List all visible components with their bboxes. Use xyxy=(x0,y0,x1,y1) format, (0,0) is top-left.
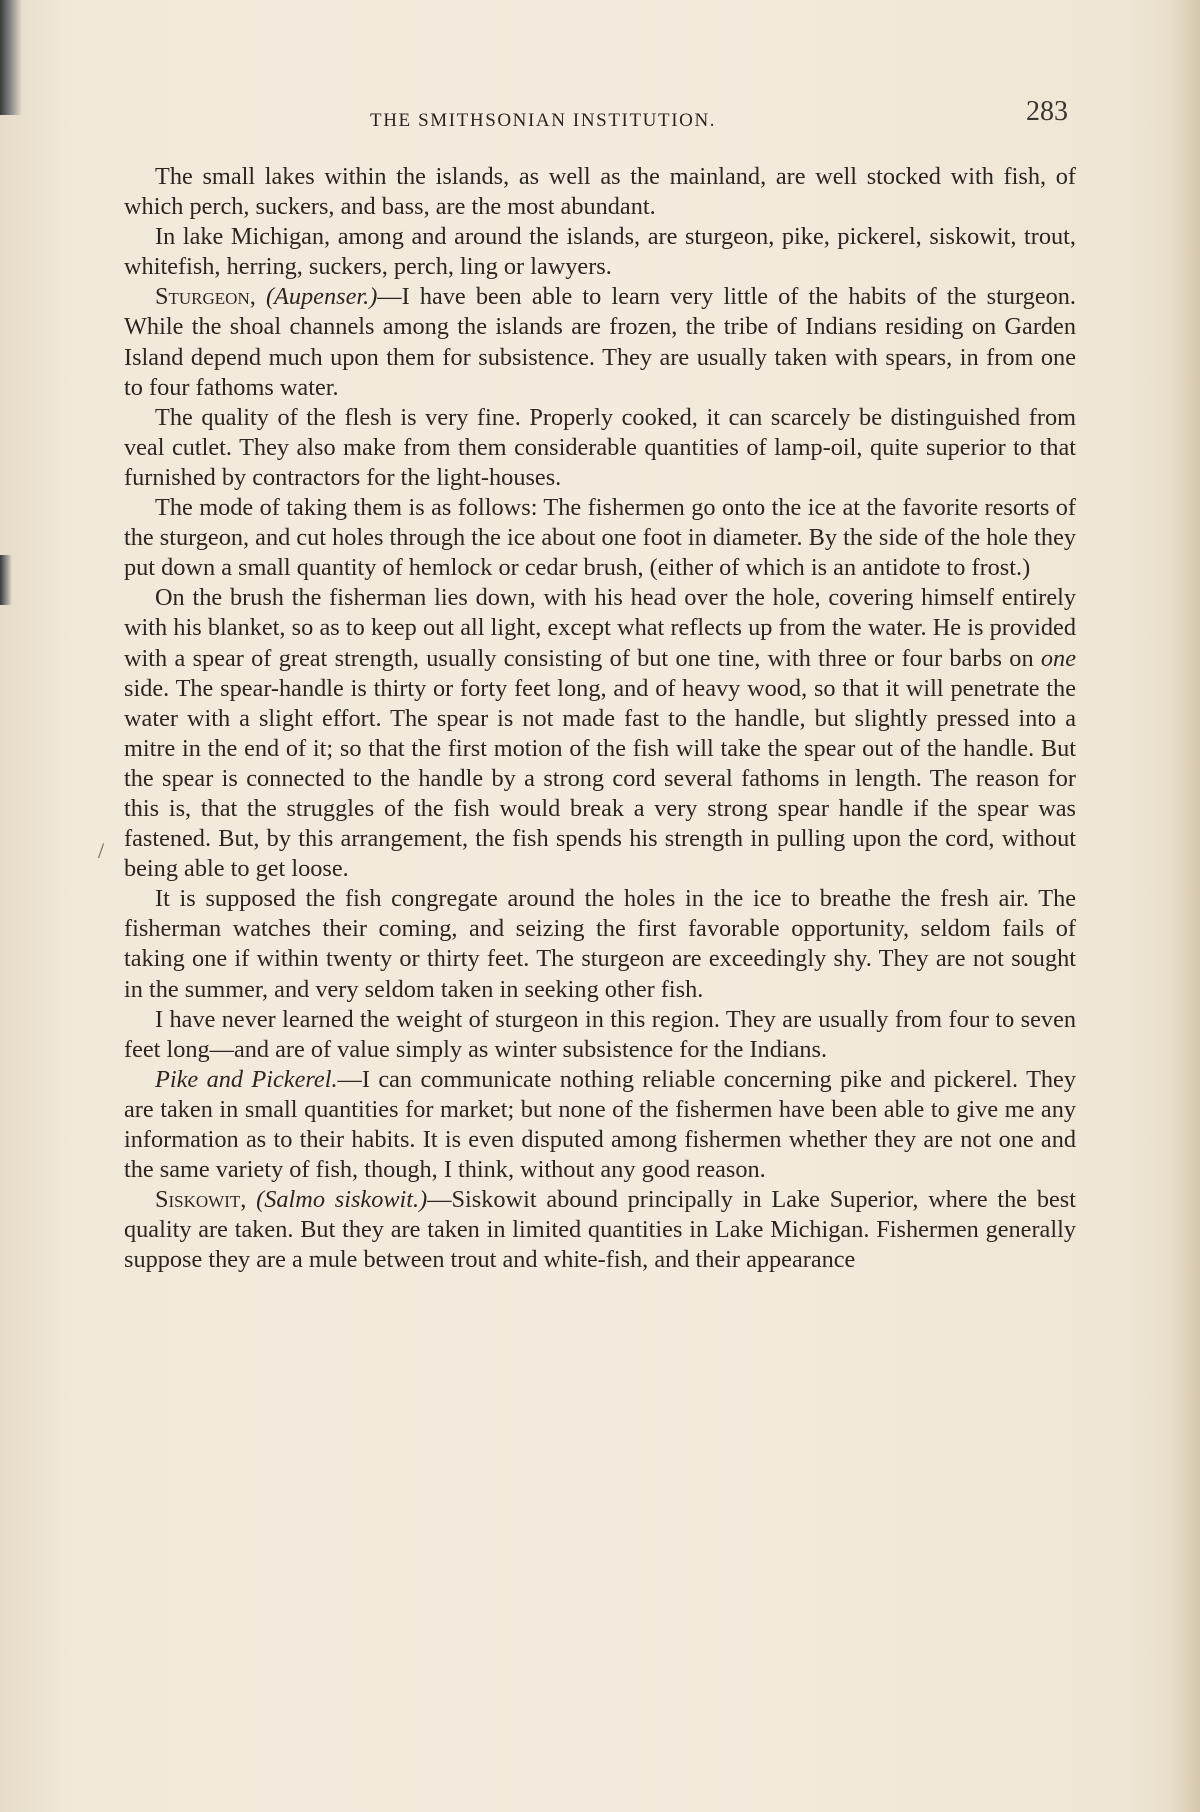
paragraph-text: The small lakes within the islands, as well as the mainland, are well stocked with fish, of which perch, suckers, and bass, are the most abundant. xyxy=(124,163,1076,221)
paragraph-sturgeon xyxy=(124,282,1076,402)
paragraph-text: —I have been able to learn very little of the habits of the sturgeon. While the shoal channels among the islands are frozen, the tribe of Indians residing on Garden Island depend much upon them for subsistence. They are usually taken with spears, in from one to four fathoms water. xyxy=(124,283,1076,401)
section-heading: Siskowit, xyxy=(155,1186,247,1214)
scientific-name: (Aupenser.) xyxy=(265,283,378,311)
paragraph xyxy=(124,493,1076,583)
paragraph xyxy=(124,583,1076,884)
paragraph-text: I have never learned the weight of sturgeon in this region. They are usually from four to seven feet long—and are of value simply as winter subsistence for the Indians. xyxy=(124,1005,1076,1063)
scientific-name: (Salmo siskowit.) xyxy=(256,1186,428,1214)
paragraph xyxy=(124,884,1076,1004)
paragraph-text: It is supposed the fish congregate around the holes in the ice to breathe the fresh air. The fisherman watches their coming, and seizing the first favorable opportunity, seldom fails of taking one if within twenty or thirty feet. The sturgeon are exceedingly shy. They are not sought in the summer, and very seldom taken in seeking other fish. xyxy=(124,885,1076,1003)
paragraph-siskowit xyxy=(124,1185,1076,1275)
paragraph xyxy=(124,403,1076,493)
body-text xyxy=(124,162,1076,1275)
page-number: 283 xyxy=(1026,96,1068,127)
page-edge-shadow xyxy=(1170,0,1200,1812)
section-heading: Sturgeon, xyxy=(155,283,256,311)
page-header xyxy=(120,96,1080,136)
paragraph xyxy=(124,162,1076,222)
binding-shadow-lower xyxy=(0,555,12,605)
paragraph-text: The quality of the flesh is very fine. Properly cooked, it can scarcely be distinguished from veal cutlet. They also make from them considerable quantities of lamp-oil, quite superior to that furnished by contractors for the light-houses. xyxy=(124,403,1076,491)
paragraph xyxy=(124,1005,1076,1065)
emphasis: one xyxy=(1040,644,1076,672)
paragraph-text: The mode of taking them is as follows: The fishermen go onto the ice at the favorite resorts of the sturgeon, and cut holes through the ice about one foot in diameter. By the side of the hole they put down a small quantity of hemlock or cedar brush, (either of which is an antidote to frost.) xyxy=(124,494,1076,582)
margin-mark: / xyxy=(98,838,105,863)
paragraph-text: —Siskowit abound principally in Lake Superior, where the best quality are taken. But they are taken in limited quantities in Lake Michigan. Fishermen generally suppose they are a mule between trout and white-fish, and their appearance xyxy=(124,1186,1076,1274)
paragraph xyxy=(124,222,1076,282)
paragraph-pike xyxy=(124,1065,1076,1185)
paragraph-text: side. The spear-handle is thirty or forty feet long, and of heavy wood, so that it will penetrate the water with a slight effort. The spear is not made fast to the handle, but slightly pressed into a mitre in the end of it; so that the first motion of the fish will take the spear out of the handle. But the spear is connected to the handle by a strong cord several fathoms in length. The reason for this is, that the struggles of the fish would break a very strong spear handle if the spear was fastened. But, by this arrangement, the fish spends his strength in pulling upon the cord, without being able to get loose. xyxy=(124,674,1076,883)
running-head: THE SMITHSONIAN INSTITUTION. xyxy=(370,110,717,131)
paragraph-text: On the brush the fisherman lies down, with his head over the hole, covering himself entirely with his blanket, so as to keep out all light, except what reflects up from the water. He is provided with a spear of great strength, usually consisting of but one tine, with three or four barbs on xyxy=(124,584,1076,672)
paragraph-text: —I can communicate nothing reliable concerning pike and pickerel. They are taken in small quantities for market; but none of the fishermen have been able to give me any information as to their habits. It is even disputed among fishermen whether they are not one and the same variety of fish, though, I think, without any good reason. xyxy=(124,1065,1076,1184)
section-heading: Pike and Pickerel. xyxy=(155,1065,338,1093)
binding-shadow xyxy=(0,0,22,115)
paragraph-text: In lake Michigan, among and around the islands, are sturgeon, pike, pickerel, siskowit, trout, whitefish, herring, suckers, perch, ling or lawyers. xyxy=(124,223,1076,281)
